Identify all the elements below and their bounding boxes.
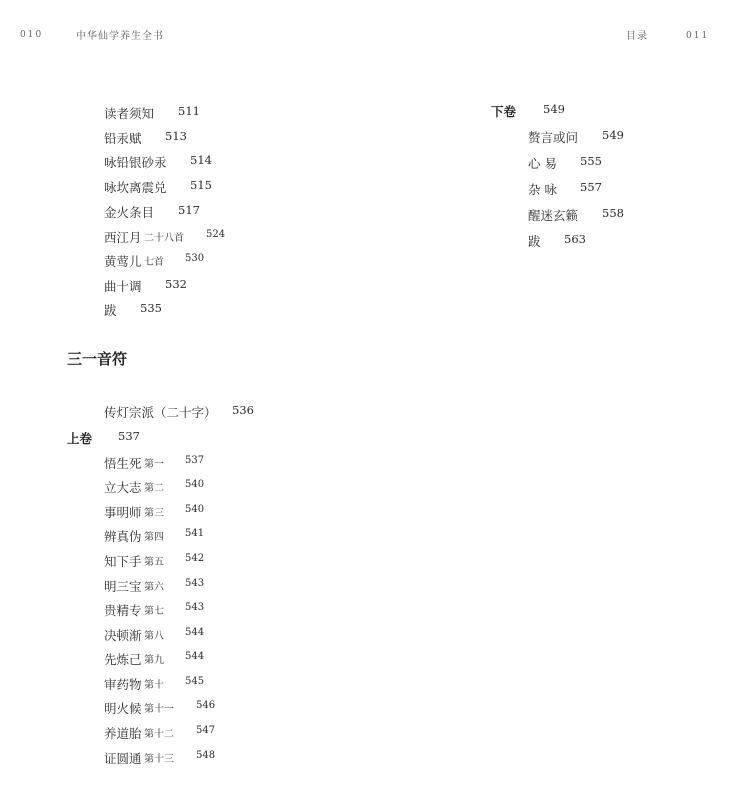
chapter-page: 540	[185, 479, 205, 490]
chapter-seq: 第十	[144, 680, 164, 691]
chapter-page: 546	[196, 700, 216, 711]
chapter-entry[interactable]	[104, 625, 205, 644]
chapter-page: 541	[185, 528, 205, 539]
entry-page: 530	[185, 253, 205, 264]
toc-entry[interactable]	[104, 276, 187, 295]
section-heading[interactable]: 三一音符	[67, 350, 128, 368]
entry-title: 心 易	[528, 156, 557, 171]
chapter-page: 540	[185, 504, 205, 515]
chapter-title: 明火候	[104, 701, 142, 716]
chapter-title: 立大志	[104, 480, 142, 495]
entry-title: 跋	[528, 234, 541, 249]
chapter-entry[interactable]	[104, 723, 216, 742]
chapter-page: 548	[196, 750, 216, 761]
chapter-entry[interactable]	[104, 526, 205, 545]
chapter-seq: 第十一	[144, 704, 174, 715]
toc-entry[interactable]	[528, 231, 586, 250]
chapter-seq: 第六	[144, 582, 164, 593]
entry-page: 555	[580, 154, 602, 168]
chapter-entry[interactable]	[104, 576, 205, 595]
chapter-page: 545	[185, 676, 205, 687]
toc-entry[interactable]	[104, 152, 212, 171]
entry-title: 咏铅银砂汞	[104, 155, 167, 170]
entry-page: 563	[564, 232, 586, 246]
chapter-page: 543	[185, 602, 205, 613]
volume-heading[interactable]	[67, 428, 140, 447]
chapter-seq: 第五	[144, 557, 164, 568]
chapter-seq: 第八	[144, 631, 164, 642]
chapter-title: 知下手	[104, 554, 142, 569]
volume-heading[interactable]	[491, 101, 565, 120]
volume-label: 上卷	[67, 431, 93, 446]
chapter-title: 事明师	[104, 505, 142, 520]
chapter-title: 先炼己	[104, 652, 142, 667]
entry-page: 558	[602, 206, 624, 220]
toc-entry[interactable]	[104, 251, 205, 270]
entry-title: 金火条目	[104, 205, 155, 220]
chapter-title: 决顿渐	[104, 628, 142, 643]
chapter-entry[interactable]	[104, 600, 205, 619]
chapter-entry[interactable]	[104, 551, 205, 570]
chapter-page: 542	[185, 553, 205, 564]
entry-page: 514	[190, 153, 212, 167]
volume-page: 549	[543, 102, 565, 116]
chapter-entry[interactable]	[104, 698, 216, 717]
entry-title: 醒迷玄籁	[528, 208, 579, 223]
chapter-page: 537	[185, 455, 205, 466]
chapter-seq: 第十二	[144, 729, 174, 740]
chapter-entry[interactable]	[104, 748, 216, 767]
chapter-seq: 第十三	[144, 754, 174, 765]
entry-page: 535	[140, 301, 162, 315]
entry-title: 铅汞赋	[104, 131, 142, 146]
toc-entry[interactable]	[104, 177, 212, 196]
chapter-page: 544	[185, 651, 205, 662]
entry-title: 跋	[104, 303, 117, 318]
entry-title: 西江月	[104, 230, 142, 245]
chapter-seq: 第二	[144, 483, 164, 494]
entry-title: 传灯宗派（二十字）	[104, 405, 217, 420]
chapter-entry[interactable]	[104, 649, 205, 668]
toc-entry[interactable]	[528, 153, 602, 172]
entry-page: 536	[232, 403, 254, 417]
toc-entry[interactable]	[104, 402, 254, 421]
toc-entry[interactable]	[104, 202, 200, 221]
chapter-entry[interactable]	[104, 477, 205, 496]
chapter-entry[interactable]	[104, 502, 205, 521]
chapter-title: 贵精专	[104, 603, 142, 618]
entry-page: 513	[165, 129, 187, 143]
entry-title: 咏坎离震兑	[104, 180, 167, 195]
volume-page: 537	[118, 429, 140, 443]
entry-note: 二十八首	[144, 233, 184, 244]
entry-title: 黄莺儿	[104, 254, 142, 269]
volume-label: 下卷	[491, 104, 517, 119]
chapter-title: 养道胎	[104, 726, 142, 741]
left-page-number: 010	[20, 30, 44, 40]
chapter-seq: 第三	[144, 508, 164, 519]
entry-title: 赘言或问	[528, 130, 579, 145]
toc-entry[interactable]	[528, 205, 624, 224]
chapter-title: 审药物	[104, 677, 142, 692]
chapter-entry[interactable]	[104, 674, 205, 693]
chapter-page: 544	[185, 627, 205, 638]
chapter-seq: 第七	[144, 606, 164, 617]
toc-entry[interactable]	[104, 227, 226, 246]
book-title: 中华仙学养生全书	[76, 31, 164, 42]
entry-page: 532	[165, 277, 187, 291]
entry-title: 曲十调	[104, 279, 142, 294]
chapter-seq: 第九	[144, 655, 164, 666]
chapter-title: 悟生死	[104, 456, 142, 471]
chapter-page: 543	[185, 578, 205, 589]
right-page-number: 011	[686, 31, 710, 41]
chapter-page: 547	[196, 725, 216, 736]
chapter-seq: 第四	[144, 532, 164, 543]
toc-entry[interactable]	[528, 179, 602, 198]
chapter-seq: 第一	[144, 459, 164, 470]
chapter-title: 辨真伪	[104, 529, 142, 544]
chapter-entry[interactable]	[104, 453, 205, 472]
entry-page: 557	[580, 180, 602, 194]
entry-page: 511	[178, 104, 200, 118]
entry-page: 515	[190, 178, 212, 192]
toc-entry[interactable]	[104, 128, 187, 147]
entry-note: 七首	[144, 257, 164, 268]
chapter-title: 明三宝	[104, 579, 142, 594]
entry-title: 读者须知	[104, 106, 155, 121]
toc-entry[interactable]	[528, 127, 624, 146]
entry-page: 549	[602, 128, 624, 142]
entry-page: 517	[178, 203, 200, 217]
chapter-title: 证圆通	[104, 751, 142, 766]
toc-entry[interactable]	[104, 103, 200, 122]
entry-title: 杂 咏	[528, 182, 557, 197]
toc-entry[interactable]	[104, 300, 162, 319]
section-label: 目录	[626, 31, 648, 42]
entry-page: 524	[206, 229, 226, 240]
